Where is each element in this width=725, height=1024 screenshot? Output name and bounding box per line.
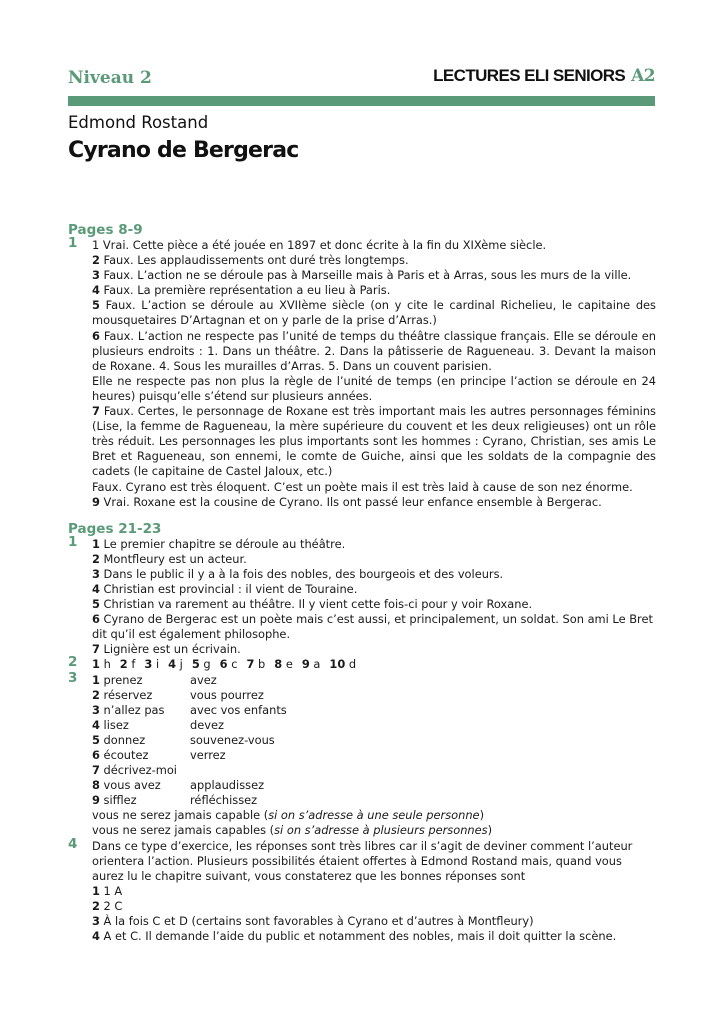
item-number: 2 — [92, 898, 100, 913]
item-number: 5 — [92, 597, 100, 612]
answer-row: 6 écoutez verrez — [92, 748, 226, 762]
item-text: Faux. Cyrano est très éloquent. C’est un poète mais il est très laid à cause de son nez énorme. — [92, 479, 633, 494]
item-text: À la fois C et D (certains sont favorables à Cyrano et d’autres à Montfleury) — [99, 914, 534, 929]
exercise-number: 1 — [68, 235, 78, 251]
answer-item — [92, 899, 656, 914]
answer-item — [92, 914, 656, 929]
exercise-block — [68, 654, 656, 672]
item-text: A et C. Il demande l’aide du public et notamment des nobles, mais il doit quitter la scène. — [99, 929, 617, 944]
match-answer: 7 b — [246, 657, 266, 672]
section-title: Pages 21-23 — [68, 520, 162, 537]
item-text: Faux. La première représentation a eu lieu à Paris. — [99, 283, 391, 298]
item-number: 4 — [92, 283, 100, 298]
answer-item — [92, 552, 656, 567]
answer-item — [92, 495, 656, 510]
item-text: Christian est provincial : il vient de Touraine. — [99, 581, 358, 596]
answer-row: 4 lisez devez — [92, 717, 224, 732]
answer-row: 5 donnez souvenez-vous — [92, 732, 275, 747]
item-text: Le premier chapitre se déroule au théâtre. — [99, 536, 346, 551]
item-number: 3 — [92, 566, 100, 581]
answer-table — [92, 673, 656, 809]
answer-row: 3 n’allez pas avec vos enfants — [92, 702, 287, 717]
item-text: Faux. L’action ne se déroule pas à Marseille mais à Paris et à Arras, sous les murs de la ville. — [99, 268, 632, 283]
answer-row: 8 vous avez applaudissez — [92, 778, 265, 793]
match-answer: 6 c — [219, 657, 238, 672]
answer-row: 7 décrivez-moi — [92, 763, 177, 778]
item-number: 6 — [92, 328, 100, 343]
answer-item — [92, 283, 656, 298]
answer-item — [92, 404, 656, 479]
exercise-intro: Dans ce type d’exercice, les réponses sont très libres car il s’agit de deviner comment l’auteur orientera l’action. Plusieurs possibilités étaient offertes à Edmond Rostand mais, quand vous aurez lu le chapitre suivant, vous constaterez que les bonnes réponses sont — [92, 838, 633, 883]
exercise-block — [68, 235, 656, 510]
exercise-number: 3 — [68, 669, 78, 686]
answer-item — [92, 253, 656, 268]
answer-item — [92, 238, 656, 253]
item-text: 2 C — [99, 898, 123, 913]
item-number: 9 — [92, 494, 100, 509]
match-answer: 3 i — [144, 657, 160, 672]
answer-item — [92, 329, 656, 374]
exercise-block — [68, 533, 656, 658]
item-text: Lignière est un écrivain. — [99, 642, 241, 657]
series-label — [433, 66, 655, 86]
exercise-number: 1 — [68, 533, 78, 550]
item-number: 1 — [92, 536, 100, 551]
match-answer: 5 g — [191, 657, 211, 672]
item-number: 4 — [92, 929, 100, 944]
item-text: 1 A — [99, 883, 123, 898]
match-answer: 4 j — [168, 657, 183, 672]
answer-list — [92, 238, 656, 510]
exercise-block — [68, 669, 656, 839]
note-line: vous ne serez jamais capable (si on s’adresse à une seule personne) — [92, 808, 485, 823]
answer-row: 9 sifflez réfléchissez — [92, 793, 258, 808]
item-number: 7 — [92, 642, 100, 657]
answer-row: 2 réservez vous pourrez — [92, 687, 264, 702]
exercise-number: 2 — [68, 654, 78, 671]
item-number: 6 — [92, 612, 100, 627]
answer-item — [92, 929, 656, 944]
item-text: Dans le public il y a à la fois des nobles, des bourgeois et des voleurs. — [99, 566, 504, 581]
exercise-number: 4 — [68, 835, 78, 852]
answer-item — [92, 582, 656, 597]
match-answer: 1 h — [92, 657, 111, 672]
answer-item — [92, 884, 656, 899]
item-number: 2 — [92, 253, 100, 268]
answer-item — [92, 480, 656, 495]
exercise-block — [68, 835, 656, 945]
answer-item — [92, 597, 656, 612]
item-text: Vrai. Roxane est la cousine de Cyrano. Ils ont passé leur enfance ensemble à Bergerac. — [99, 494, 602, 509]
item-text: Faux. L’action ne respecte pas l’unité de temps du théâtre classique français. Elle se déroule en plusieurs endroits : 1. Dans un théâtre. 2. Dans la pâtisserie de Ragueneau. 3. Devant la maison de Roxane. 4. Sous les murailles d’Arras. 5. Dans un couvent parisien. — [92, 328, 656, 373]
item-text: Cyrano de Bergerac est un poète mais c’est aussi, et principalement, un soldat. Son ami Le Bret dit qu’il est également philosophe. — [92, 612, 653, 642]
answer-key — [68, 222, 656, 944]
item-number: 1 — [92, 883, 100, 898]
answer-list — [92, 884, 656, 944]
item-number: 7 — [92, 404, 100, 419]
answer-item — [92, 268, 656, 283]
item-text: Faux. Certes, le personnage de Roxane est très important mais les autres personnages féminins (Lise, la femme de Ragueneau, la mère supérieure du couvent et les deux religieuses) ont un rôle très réduit. Les personnages les plus importants sont les hommes : Cyrano, Christian, ses amis Le Bret et Ragueneau, son ennemi, le comte de Guiche, ainsi que les soldats de la compagnie des cadets (le capitaine de Castel Jaloux, etc.) — [92, 404, 656, 479]
item-number: 3 — [92, 914, 100, 929]
book-title: Cyrano de Bergerac — [68, 138, 299, 163]
item-number: 5 — [92, 298, 100, 313]
section-title: Pages 8-9 — [68, 222, 143, 238]
answer-item — [92, 298, 656, 328]
header-rule — [68, 96, 655, 106]
item-number: 4 — [92, 581, 100, 596]
series-name: LECTURES ELI SENIORS — [433, 66, 626, 85]
item-number: 3 — [92, 268, 100, 283]
answer-item — [92, 612, 656, 642]
series-level: A2 — [631, 66, 655, 86]
item-text: 1 Vrai. Cette pièce a été jouée en 1897 et donc écrite à la fin du XIXème siècle. — [92, 238, 547, 252]
match-answer: 2 f — [119, 657, 136, 672]
answer-item — [92, 374, 656, 404]
item-text: Elle ne respecte pas non plus la règle de l’unité de temps (en principe l’action se déroule en 24 heures) puisqu’elle s’étend sur plusieurs années. — [92, 373, 656, 403]
note-line: vous ne serez jamais capables (si on s’adresse à plusieurs personnes) — [92, 823, 493, 838]
match-answer: 10 d — [329, 657, 357, 672]
match-answer: 8 e — [274, 657, 293, 672]
book-author: Edmond Rostand — [68, 113, 209, 132]
answer-item — [92, 567, 656, 582]
item-number: 2 — [92, 551, 100, 566]
match-answer: 9 a — [301, 657, 321, 672]
answer-list — [92, 537, 656, 658]
item-text: Faux. Les applaudissements ont duré très longtemps. — [99, 253, 409, 268]
answer-item — [92, 642, 656, 657]
item-text: Montfleury est un acteur. — [99, 551, 247, 566]
answer-row: 1 prenez avez — [92, 672, 217, 687]
item-text: Faux. L’action se déroule au XVIIème siècle (on y cite le cardinal Richelieu, le capitaine des mousquetaires D’Artagnan et on y parle de la prise d’Arras.) — [92, 298, 656, 328]
level-label: Niveau 2 — [68, 68, 152, 88]
answer-list — [92, 657, 656, 672]
answer-item — [92, 537, 656, 552]
item-text: Christian va rarement au théâtre. Il y vient cette fois-ci pour y voir Roxane. — [99, 597, 533, 612]
